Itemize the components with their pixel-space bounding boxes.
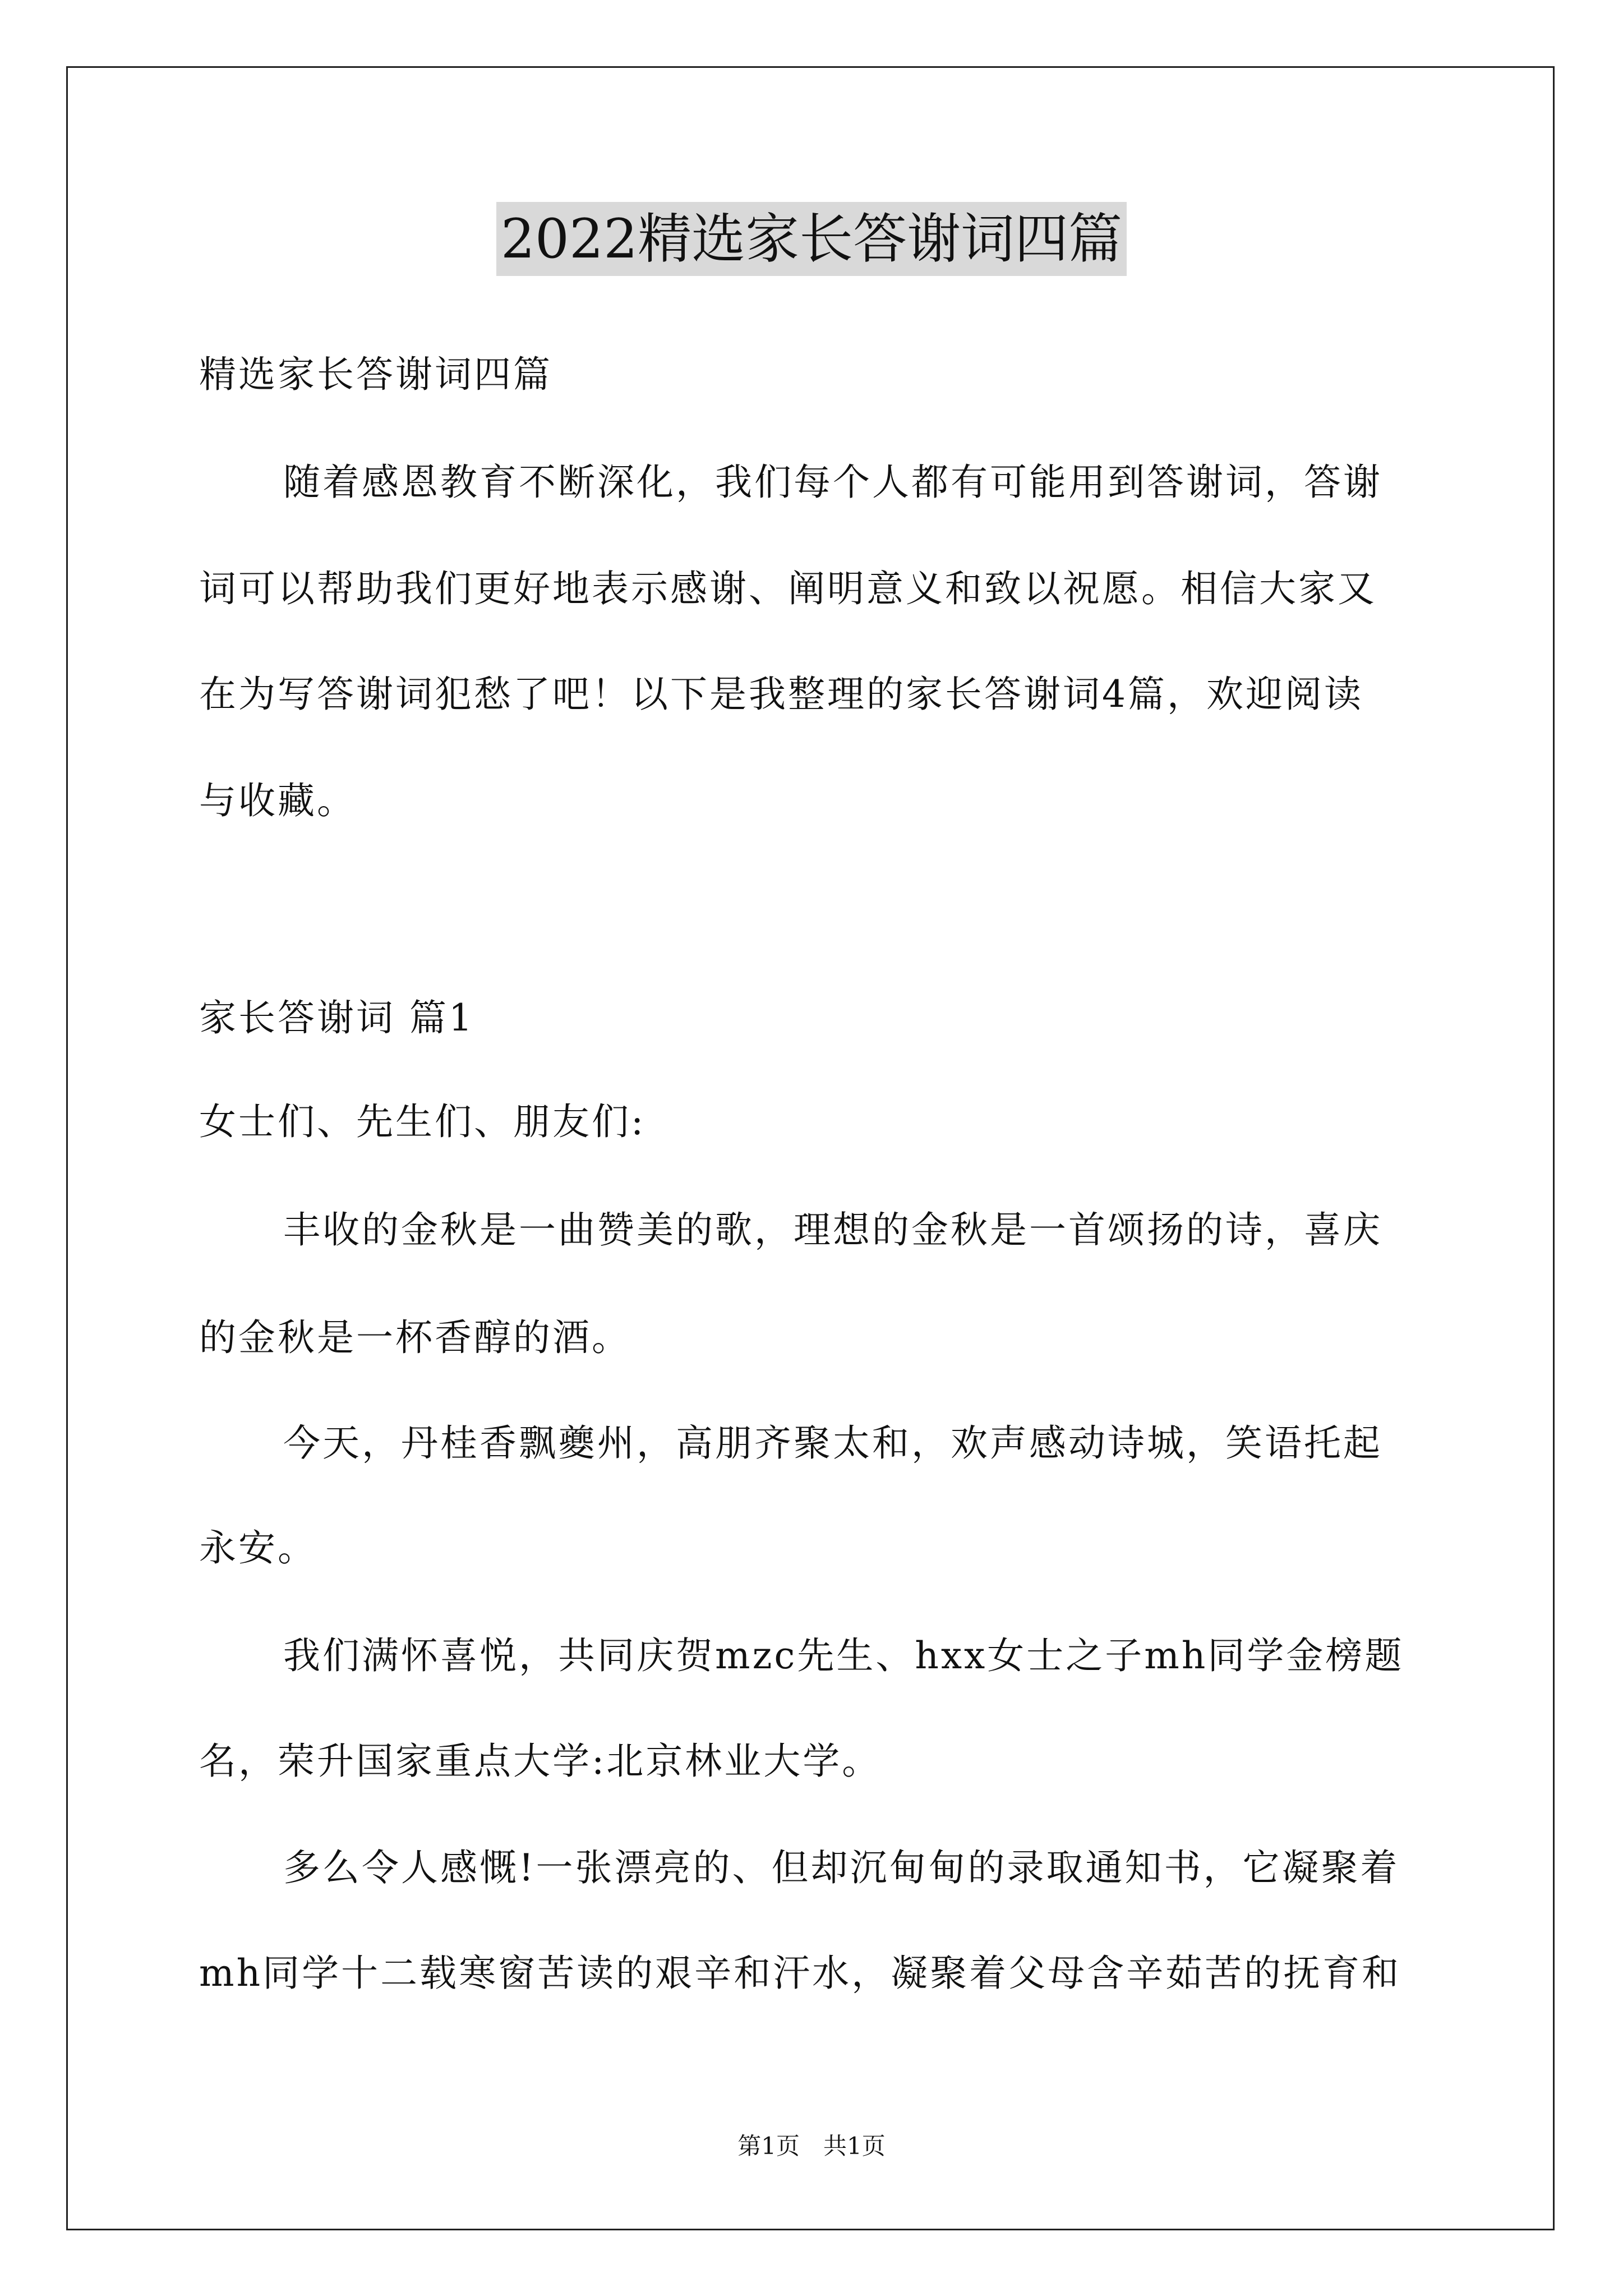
paragraph-line: 名，荣升国家重点大学:北京林业大学。 [199, 1740, 882, 1783]
paragraph-line: 的金秋是一杯香醇的酒。 [199, 1316, 631, 1359]
salutation: 女士们、先生们、朋友们: [199, 1100, 646, 1143]
title-wrap [0, 202, 1623, 276]
document-title: 2022精选家长答谢词四篇 [496, 202, 1127, 276]
paragraph-line: 与收藏。 [199, 779, 356, 822]
section-heading: 家长答谢词 篇1 [199, 996, 474, 1039]
paragraph-line: 永安。 [199, 1526, 317, 1570]
paragraph-line: 多么令人感慨!一张漂亮的、但却沉甸甸的录取通知书，它凝聚着 [283, 1846, 1400, 1889]
page-footer: 第1页 共1页 [737, 2132, 886, 2160]
paragraph-line: 词可以帮助我们更好地表示感谢、阐明意义和致以祝愿。相信大家又 [199, 567, 1377, 610]
paragraph-line: 随着感恩教育不断深化，我们每个人都有可能用到答谢词，答谢 [283, 461, 1382, 504]
paragraph-line: 我们满怀喜悦，共同庆贺mzc先生、hxx女士之子mh同学金榜题 [283, 1634, 1404, 1677]
paragraph-line: 在为写答谢词犯愁了吧！以下是我整理的家长答谢词4篇，欢迎阅读 [199, 673, 1363, 716]
doc-subtitle: 精选家长答谢词四篇 [199, 353, 552, 396]
paragraph-line: mh同学十二载寒窗苦读的艰辛和汗水，凝聚着父母含辛茹苦的抚育和 [199, 1952, 1401, 1995]
paragraph-line: 丰收的金秋是一曲赞美的歌，理想的金秋是一首颂扬的诗，喜庆 [283, 1208, 1382, 1251]
paragraph-line: 今天，丹桂香飘夔州，高朋齐聚太和，欢声感动诗城，笑语托起 [283, 1421, 1382, 1465]
